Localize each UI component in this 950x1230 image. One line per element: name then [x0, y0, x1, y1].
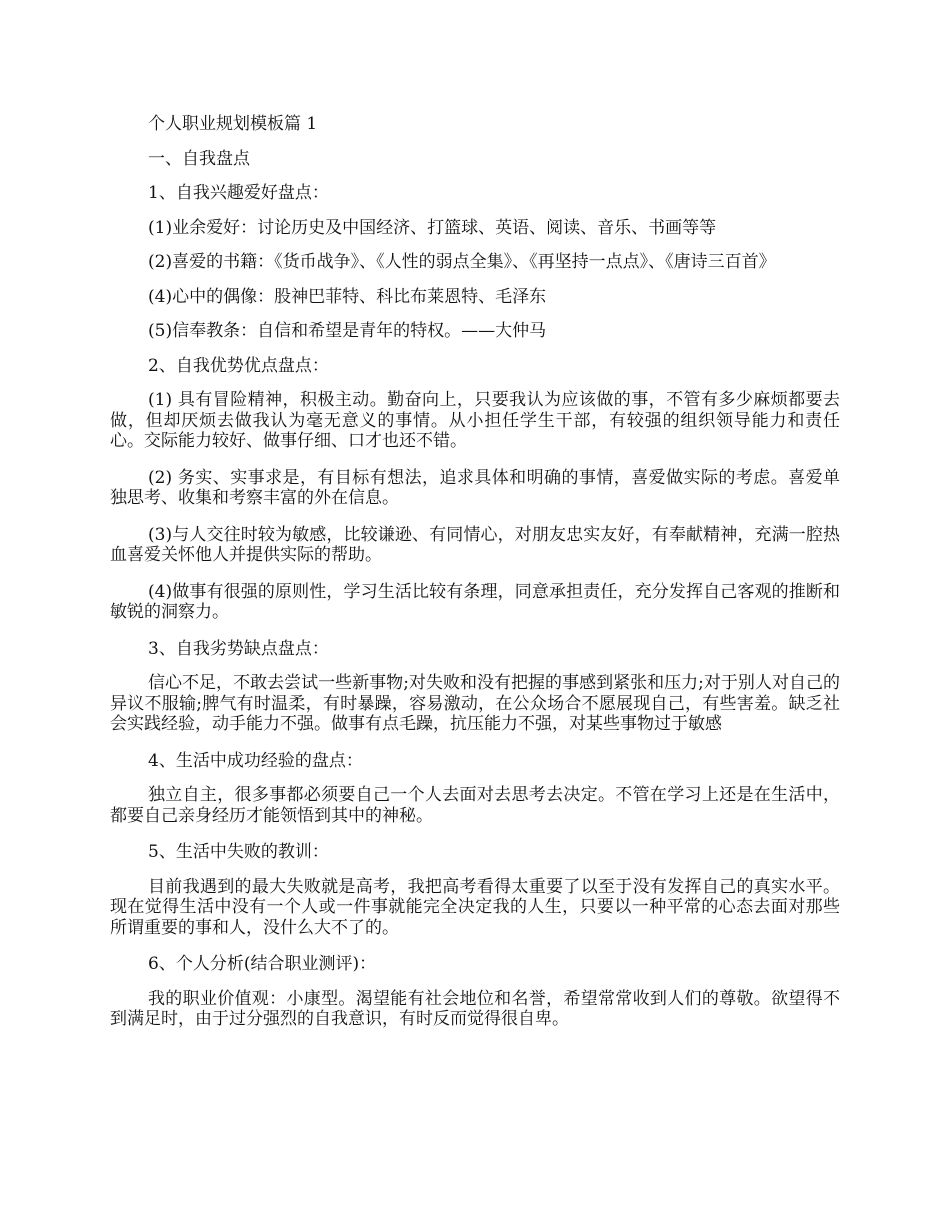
subheading-failure: 5、生活中失败的教训： — [148, 842, 329, 862]
paragraph-books: (2)喜爱的书籍：《货币战争》、《人性的弱点全集》、《再坚持一点点》、《唐诗三百首》 — [148, 252, 776, 272]
paragraph-values: 我的职业价值观：小康型。渴望能有社会地位和名誉，希望常常收到人们的尊敬。欲望得不到满足时，由于过分强烈的自我意识，有时反而觉得很自卑。 — [110, 988, 840, 1029]
section-heading-self-review: 一、自我盘点 — [148, 148, 250, 169]
paragraph-strength-2: (2) 务实、实事求是，有目标有想法，追求具体和明确的事情，喜爱做实际的考虑。喜爱单独思考、收集和考察丰富的外在信息。 — [110, 467, 840, 508]
paragraph-strength-4: (4)做事有很强的原则性，学习生活比较有条理，同意承担责任，充分发挥自己客观的推断和敏锐的洞察力。 — [110, 581, 840, 622]
paragraph-idols: (4)心中的偶像：股神巴菲特、科比布莱恩特、毛泽东 — [148, 286, 547, 307]
subheading-weaknesses: 3、自我劣势缺点盘点： — [148, 638, 329, 659]
subheading-strengths: 2、自我优势优点盘点： — [148, 355, 329, 376]
subheading-success: 4、生活中成功经验的盘点： — [148, 750, 363, 771]
paragraph-motto: (5)信奉教条：自信和希望是青年的特权。——大仲马 — [148, 321, 547, 341]
subheading-interests: 1、自我兴趣爱好盘点： — [148, 183, 329, 203]
paragraph-strength-1: (1) 具有冒险精神，积极主动。勤奋向上，只要我认为应该做的事，不管有多少麻烦都要去做，但却厌烦去做我认为毫无意义的事情。从小担任学生干部，有较强的组织领导能力和责任心。交际能力较好、做事仔细、口才也还不错。 — [110, 390, 840, 451]
paragraph-failure: 目前我遇到的最大失败就是高考，我把高考看得太重要了以至于没有发挥自己的真实水平。现在觉得生活中没有一个人或一件事就能完全决定我的人生，只要以一种平常的心态去面对那些所谓重要的事和人，没什么大不了的。 — [110, 876, 840, 938]
paragraph-success: 独立自主，很多事都必须要自己一个人去面对去思考去决定。不管在学习上还是在生活中，都要自己亲身经历才能领悟到其中的神秘。 — [110, 785, 840, 826]
document-title: 个人职业规划模板篇 1 — [148, 114, 318, 134]
paragraph-strength-3: (3)与人交往时较为敏感，比较谦逊、有同情心，对朋友忠实友好，有奉献精神，充满一腔热血喜爱关怀他人并提供实际的帮助。 — [110, 524, 840, 565]
paragraph-hobbies: (1)业余爱好：讨论历史及中国经济、打篮球、英语、阅读、音乐、书画等等 — [148, 217, 717, 238]
document-page — [110, 114, 840, 1030]
subheading-analysis: 6、个人分析(结合职业测评)： — [148, 954, 377, 974]
paragraph-weaknesses: 信心不足，不敢去尝试一些新事物;对失败和没有把握的事感到紧张和压力;对于别人对自己的异议不服输;脾气有时温柔，有时暴躁，容易激动，在公众场合不愿展现自己，有些害羞。缺乏社会实践经验，动手能力不强。做事有点毛躁，抗压能力不强，对某些事物过于敏感 — [110, 673, 840, 734]
